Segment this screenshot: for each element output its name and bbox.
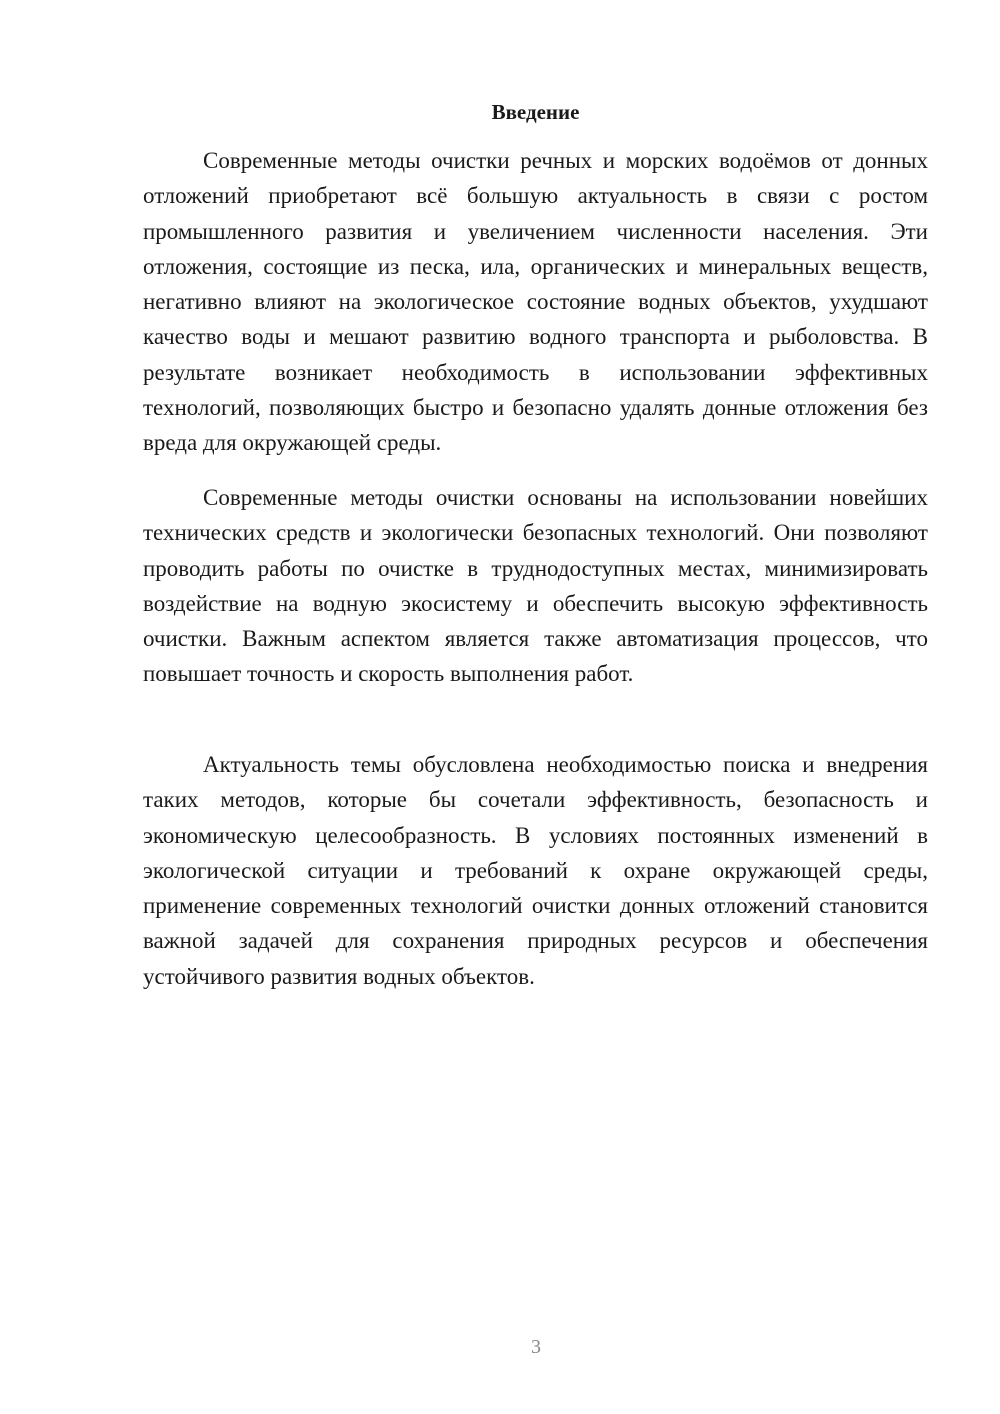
paragraph-1: Современные методы очистки речных и морских водоёмов от донных отложений приобретают всё большую актуальность в связи с ростом промышленного развития и увеличением численности населения. Эти отложения, состоящие из песка, ила, органических и минеральных веществ, негативно влияют на экологическое состояние водных объектов, ухудшают качество воды и мешают развитию водного транспорта и рыболовства. В результате возникает необходимость в использовании эффективных технологий, позволяющих быстро и безопасно удалять донные отложения без вреда для окружающей среды.: [143, 148, 928, 456]
section-heading: Введение: [491, 100, 580, 124]
page-number: 3: [531, 1336, 541, 1358]
paragraph-2: Современные методы очистки основаны на использовании новейших технических средств и экологически безопасных технологий. Они позволяют проводить работы по очистке в труднодоступных местах, минимизировать воздействие на водную экосистему и обеспечить высокую эффективность очистки. Важным аспектом является также автоматизация процессов, что повышает точность и скорость выполнения работ.: [143, 485, 928, 687]
paragraph-3: Актуальность темы обусловлена необходимостью поиска и внедрения таких методов, которые бы сочетали эффективность, безопасность и экономическую целесообразность. В условиях постоянных изменений в экологической ситуации и требований к охране окружающей среды, применение современных технологий очистки донных отложений становится важной задачей для сохранения природных ресурсов и обеспечения устойчивого развития водных объектов.: [143, 752, 928, 989]
